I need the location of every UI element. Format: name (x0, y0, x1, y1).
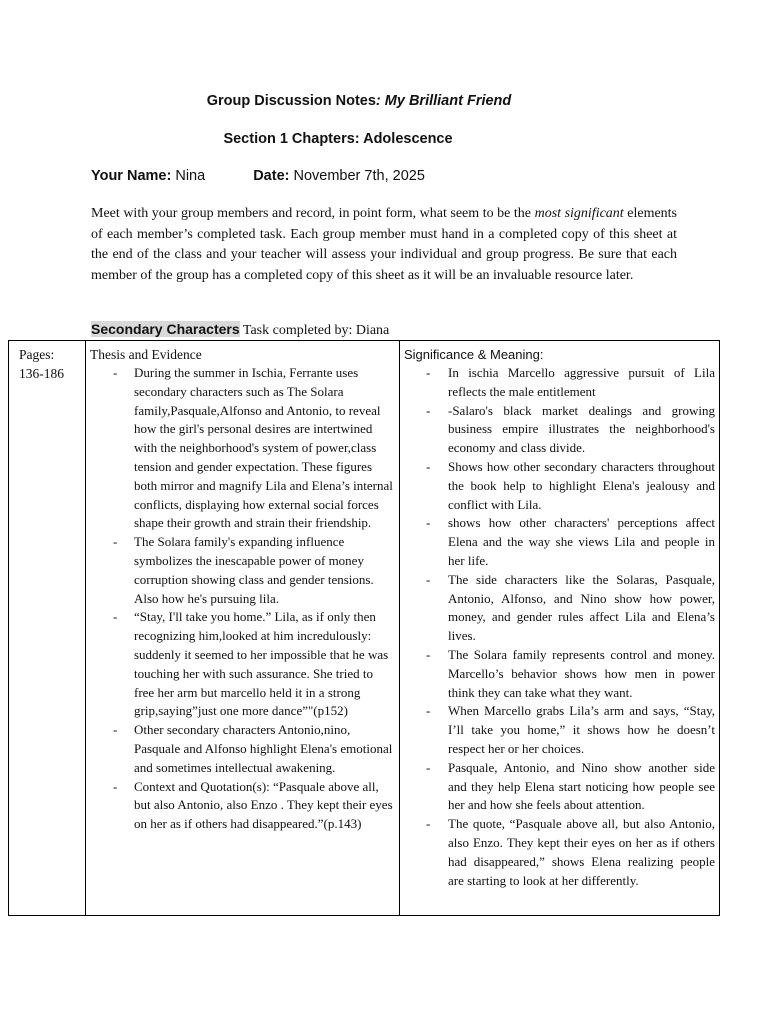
significance-item-text: shows how other characters' perceptions affect Elena and the way she views Lila and people in her life. (448, 515, 715, 568)
thesis-item (86, 364, 399, 533)
date-label: Date: (253, 168, 290, 184)
bullet-dash: - (426, 365, 431, 380)
thesis-item (86, 608, 399, 721)
bullet-dash: - (113, 365, 118, 380)
thesis-item-text: Other secondary characters Antonio,nino, Pasquale and Alfonso highlight Elena's emotional and sometimes intellectual awakening. (134, 722, 393, 775)
thesis-header: Thesis and Evidence (90, 347, 202, 362)
bullet-dash: - (426, 646, 431, 662)
significance-item (400, 458, 719, 514)
book-title: My Brilliant Friend (384, 93, 512, 109)
significance-item-text: The quote, “Pasquale above all, but also Antonio, also Enzo. They kept their eyes on her as if others had disappeared,” shows Elena realizing people are starting to look at her differently. (448, 816, 715, 888)
bullet-dash: - (426, 816, 431, 832)
significance-item (400, 815, 719, 890)
title-prefix: Group Discussion Notes (206, 93, 376, 109)
thesis-item-text: “Stay, I'll take you home.” Lila, as if only then recognizing him,looked at him incredulously: suddenly it seemed to her impossible that he was touching her with such assurance. She tried to free her arm but marcello held it in a strong grip,saying”just one more dance”"(p152) (134, 609, 389, 719)
thesis-item (86, 778, 399, 834)
significance-list (400, 364, 719, 890)
intro-emphasis: most significant (534, 206, 624, 221)
intro-after: elements of each member’s completed task. Each group member must hand in a completed copy of this sheet at the end of the class and your teacher will assess your individual and group progress. Be sure that each member of the group has a completed copy of this sheet as it will be an invaluable resource later. (91, 206, 678, 283)
significance-item-text: -Salaro's black market dealings and growing business empire illustrates the neighborhood's economy and class divide. (448, 402, 715, 456)
thesis-item-text: During the summer in Ischia, Ferrante uses secondary characters such as The Solara family,Pasquale,Alfonso and Antonio, to reveal how the girl's personal desires are intertwined with the neighborhood's system of power,class tension and gender expectation. These figures both mirror and magnify Lila and Elena’s internal conflicts, displaying how external social forces shape their growth and strain their friendship. (134, 365, 393, 531)
bullet-dash: - (113, 778, 118, 794)
intro-before: Meet with your group members and record, in point form, what seem to be the (91, 206, 532, 221)
significance-header: Significance & Meaning: (404, 347, 544, 362)
significance-item (400, 402, 719, 458)
pages-label: Pages: (19, 347, 55, 362)
title-colon: : (375, 93, 381, 109)
section-title: Secondary Characters (91, 321, 240, 337)
section-heading (91, 321, 389, 339)
bullet-dash: - (113, 722, 118, 738)
date-block (253, 168, 425, 184)
significance-item (400, 759, 719, 815)
document-title (0, 93, 718, 109)
thesis-item-text: The Solara family's expanding influence symbolizes the inescapable power of money corruption showing class and gender tensions. Also how he's pursuing lila. (134, 534, 374, 606)
significance-item (400, 364, 719, 402)
significance-item-text: The Solara family represents control and money. Marcello’s behavior shows how men in power think they can take what they want. (448, 646, 715, 700)
significance-item-text: When Marcello grabs Lila’s arm and says, “Stay, I’ll take you home,” it shows how he doesn’t respect her or her choices. (448, 703, 715, 756)
significance-item-text: The side characters like the Solaras, Pasquale, Antonio, Alfonso, and Nino show how power, money, and gender rules affect Lila and Elena’s lives. (448, 571, 715, 644)
bullet-dash: - (426, 703, 431, 719)
pages-value: 136-186 (19, 366, 64, 381)
date-value: November 7th, 2025 (293, 168, 425, 184)
thesis-item (86, 533, 399, 608)
bullet-dash: - (113, 609, 118, 625)
significance-item (400, 702, 719, 758)
bullet-dash: - (426, 759, 431, 775)
thesis-item (86, 721, 399, 777)
task-completed-by: Task completed by: Diana (242, 323, 390, 338)
significance-item-text: In ischia Marcello aggressive pursuit of Lila reflects the male entitlement (448, 365, 715, 399)
significance-item-text: Pasquale, Antonio, and Nino show another side and they help Elena start noticing how people see her and how she feels about attention. (448, 759, 715, 813)
significance-item (400, 514, 719, 570)
instructions-paragraph (91, 204, 677, 286)
table-row (9, 341, 720, 916)
notes-table (8, 340, 720, 916)
pages-cell (9, 341, 86, 916)
significance-item (400, 646, 719, 702)
bullet-dash: - (426, 458, 431, 474)
thesis-cell (86, 341, 400, 916)
bullet-dash: - (113, 534, 118, 550)
significance-item-text: Shows how other secondary characters throughout the book help to highlight Elena's jealousy and conflict with Lila. (448, 458, 715, 512)
bullet-dash: - (426, 515, 431, 531)
significance-item (400, 571, 719, 646)
section-subtitle: Section 1 Chapters: Adolescence (223, 131, 453, 147)
bullet-dash: - (426, 402, 431, 418)
thesis-list (86, 364, 399, 834)
name-label: Your Name: (91, 168, 172, 184)
thesis-item-text: Context and Quotation(s): “Pasquale above all, but also Antonio, also Enzo . They kept their eyes on her as if others had disappeared.”(p.143) (134, 778, 393, 832)
significance-cell (400, 341, 720, 916)
name-date-row (91, 168, 425, 184)
bullet-dash: - (426, 571, 431, 587)
student-name: Nina (175, 168, 206, 184)
